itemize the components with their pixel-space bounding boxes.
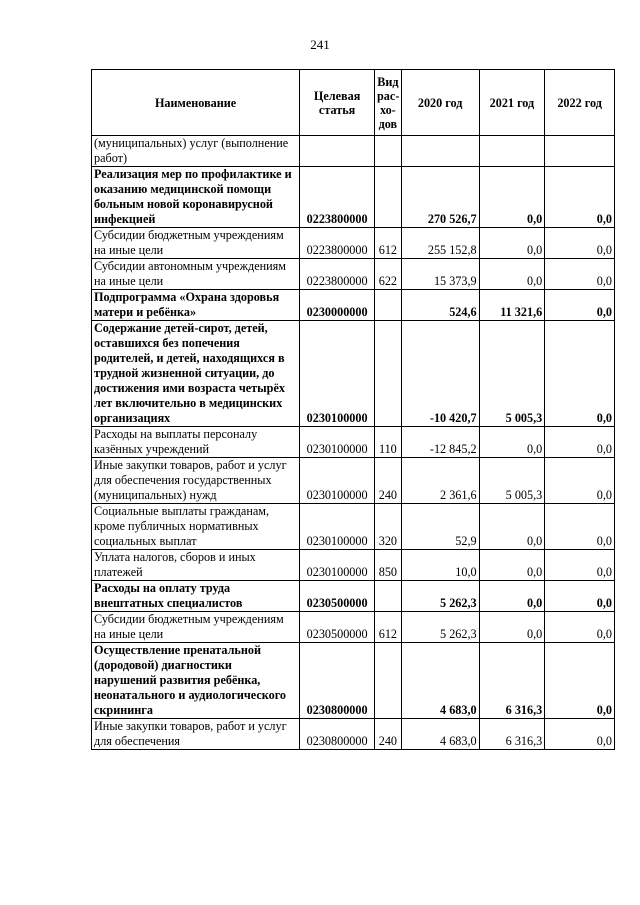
cell-2020: 52,9 (401, 504, 479, 550)
cell-2020: 10,0 (401, 550, 479, 581)
cell-name: Иные закупки товаров, работ и услуг для обеспечения (92, 719, 300, 750)
cell-target-code: 0230100000 (300, 550, 375, 581)
header-name: Наименование (92, 70, 300, 136)
cell-2021: 0,0 (479, 612, 545, 643)
cell-2022: 0,0 (545, 550, 615, 581)
cell-2020: -10 420,7 (401, 321, 479, 427)
cell-name: Осуществление пренатальной (дородовой) диагностики нарушений развития ребёнка, неонатального и аудиологического скрининга (92, 643, 300, 719)
table-row (92, 504, 615, 550)
table-row (92, 427, 615, 458)
cell-2022: 0,0 (545, 719, 615, 750)
header-2021: 2021 год (479, 70, 545, 136)
table-row (92, 290, 615, 321)
cell-2022: 0,0 (545, 581, 615, 612)
cell-target-code (300, 136, 375, 167)
cell-target-code: 0223800000 (300, 259, 375, 290)
cell-name: Содержание детей-сирот, детей, оставшихся без попечения родителей, и детей, находящихся в трудной жизненной ситуации, до достижения ими возраста четырёх лет включительно в медицинских организациях (92, 321, 300, 427)
cell-2022: 0,0 (545, 259, 615, 290)
table-row (92, 228, 615, 259)
cell-2021: 0,0 (479, 259, 545, 290)
cell-2022: 0,0 (545, 228, 615, 259)
cell-2020: 270 526,7 (401, 167, 479, 228)
cell-2021: 5 005,3 (479, 458, 545, 504)
cell-name: Расходы на выплаты персоналу казённых учреждений (92, 427, 300, 458)
cell-2020: 15 373,9 (401, 259, 479, 290)
cell-expense-type (375, 136, 402, 167)
cell-2020: 524,6 (401, 290, 479, 321)
cell-expense-type: 240 (375, 458, 402, 504)
cell-target-code: 0230000000 (300, 290, 375, 321)
cell-expense-type: 612 (375, 612, 402, 643)
cell-target-code: 0230100000 (300, 427, 375, 458)
cell-2021: 0,0 (479, 581, 545, 612)
cell-name: Расходы на оплату труда внештатных специалистов (92, 581, 300, 612)
cell-2021: 0,0 (479, 550, 545, 581)
cell-2021: 0,0 (479, 167, 545, 228)
header-target: Целевая статья (300, 70, 375, 136)
cell-2022: 0,0 (545, 504, 615, 550)
cell-2021: 5 005,3 (479, 321, 545, 427)
cell-expense-type (375, 321, 402, 427)
cell-2022: 0,0 (545, 321, 615, 427)
cell-target-code: 0230100000 (300, 321, 375, 427)
cell-name: Субсидии бюджетным учреждениям на иные цели (92, 612, 300, 643)
cell-expense-type: 110 (375, 427, 402, 458)
cell-name: Субсидии автономным учреждениям на иные цели (92, 259, 300, 290)
table-header-row (92, 70, 615, 136)
cell-target-code: 0223800000 (300, 228, 375, 259)
cell-2020: 4 683,0 (401, 719, 479, 750)
cell-target-code: 0230500000 (300, 581, 375, 612)
cell-expense-type (375, 643, 402, 719)
cell-2020: -12 845,2 (401, 427, 479, 458)
table-row (92, 719, 615, 750)
cell-expense-type: 622 (375, 259, 402, 290)
header-type: Вид рас-хо-дов (375, 70, 402, 136)
cell-2021: 0,0 (479, 427, 545, 458)
cell-2020: 2 361,6 (401, 458, 479, 504)
cell-target-code: 0230100000 (300, 458, 375, 504)
cell-2022: 0,0 (545, 167, 615, 228)
cell-2021: 0,0 (479, 504, 545, 550)
cell-name: Иные закупки товаров, работ и услуг для обеспечения государственных (муниципальных) нужд (92, 458, 300, 504)
cell-target-code: 0230100000 (300, 504, 375, 550)
cell-name: Уплата налогов, сборов и иных платежей (92, 550, 300, 581)
cell-2021: 6 316,3 (479, 719, 545, 750)
cell-expense-type: 850 (375, 550, 402, 581)
cell-name: Социальные выплаты гражданам, кроме публичных нормативных социальных выплат (92, 504, 300, 550)
cell-2020: 5 262,3 (401, 612, 479, 643)
cell-name: Подпрограмма «Охрана здоровья матери и ребёнка» (92, 290, 300, 321)
cell-2022: 0,0 (545, 290, 615, 321)
cell-name: Реализация мер по профилактике и оказанию медицинской помощи больным новой коронавирусной инфекцией (92, 167, 300, 228)
cell-target-code: 0230800000 (300, 719, 375, 750)
table-row (92, 259, 615, 290)
page-number: 241 (310, 37, 330, 52)
table-row (92, 643, 615, 719)
cell-2020 (401, 136, 479, 167)
cell-name: (муниципальных) услуг (выполнение работ) (92, 136, 300, 167)
budget-table (91, 69, 615, 750)
table-row (92, 550, 615, 581)
cell-expense-type (375, 290, 402, 321)
cell-2021 (479, 136, 545, 167)
header-2020: 2020 год (401, 70, 479, 136)
cell-2021: 6 316,3 (479, 643, 545, 719)
cell-2021: 0,0 (479, 228, 545, 259)
cell-expense-type: 240 (375, 719, 402, 750)
cell-2022: 0,0 (545, 458, 615, 504)
table-body (92, 136, 615, 750)
cell-2020: 4 683,0 (401, 643, 479, 719)
cell-target-code: 0230500000 (300, 612, 375, 643)
cell-2021: 11 321,6 (479, 290, 545, 321)
table-row (92, 612, 615, 643)
cell-2022: 0,0 (545, 427, 615, 458)
table-row (92, 581, 615, 612)
table-row (92, 167, 615, 228)
header-2022: 2022 год (545, 70, 615, 136)
cell-expense-type (375, 167, 402, 228)
cell-name: Субсидии бюджетным учреждениям на иные цели (92, 228, 300, 259)
cell-2022 (545, 136, 615, 167)
cell-2022: 0,0 (545, 612, 615, 643)
cell-target-code: 0230800000 (300, 643, 375, 719)
cell-target-code: 0223800000 (300, 167, 375, 228)
cell-2020: 255 152,8 (401, 228, 479, 259)
cell-2020: 5 262,3 (401, 581, 479, 612)
cell-2022: 0,0 (545, 643, 615, 719)
table-row (92, 321, 615, 427)
cell-expense-type: 320 (375, 504, 402, 550)
table-row (92, 136, 615, 167)
cell-expense-type (375, 581, 402, 612)
table-row (92, 458, 615, 504)
cell-expense-type: 612 (375, 228, 402, 259)
